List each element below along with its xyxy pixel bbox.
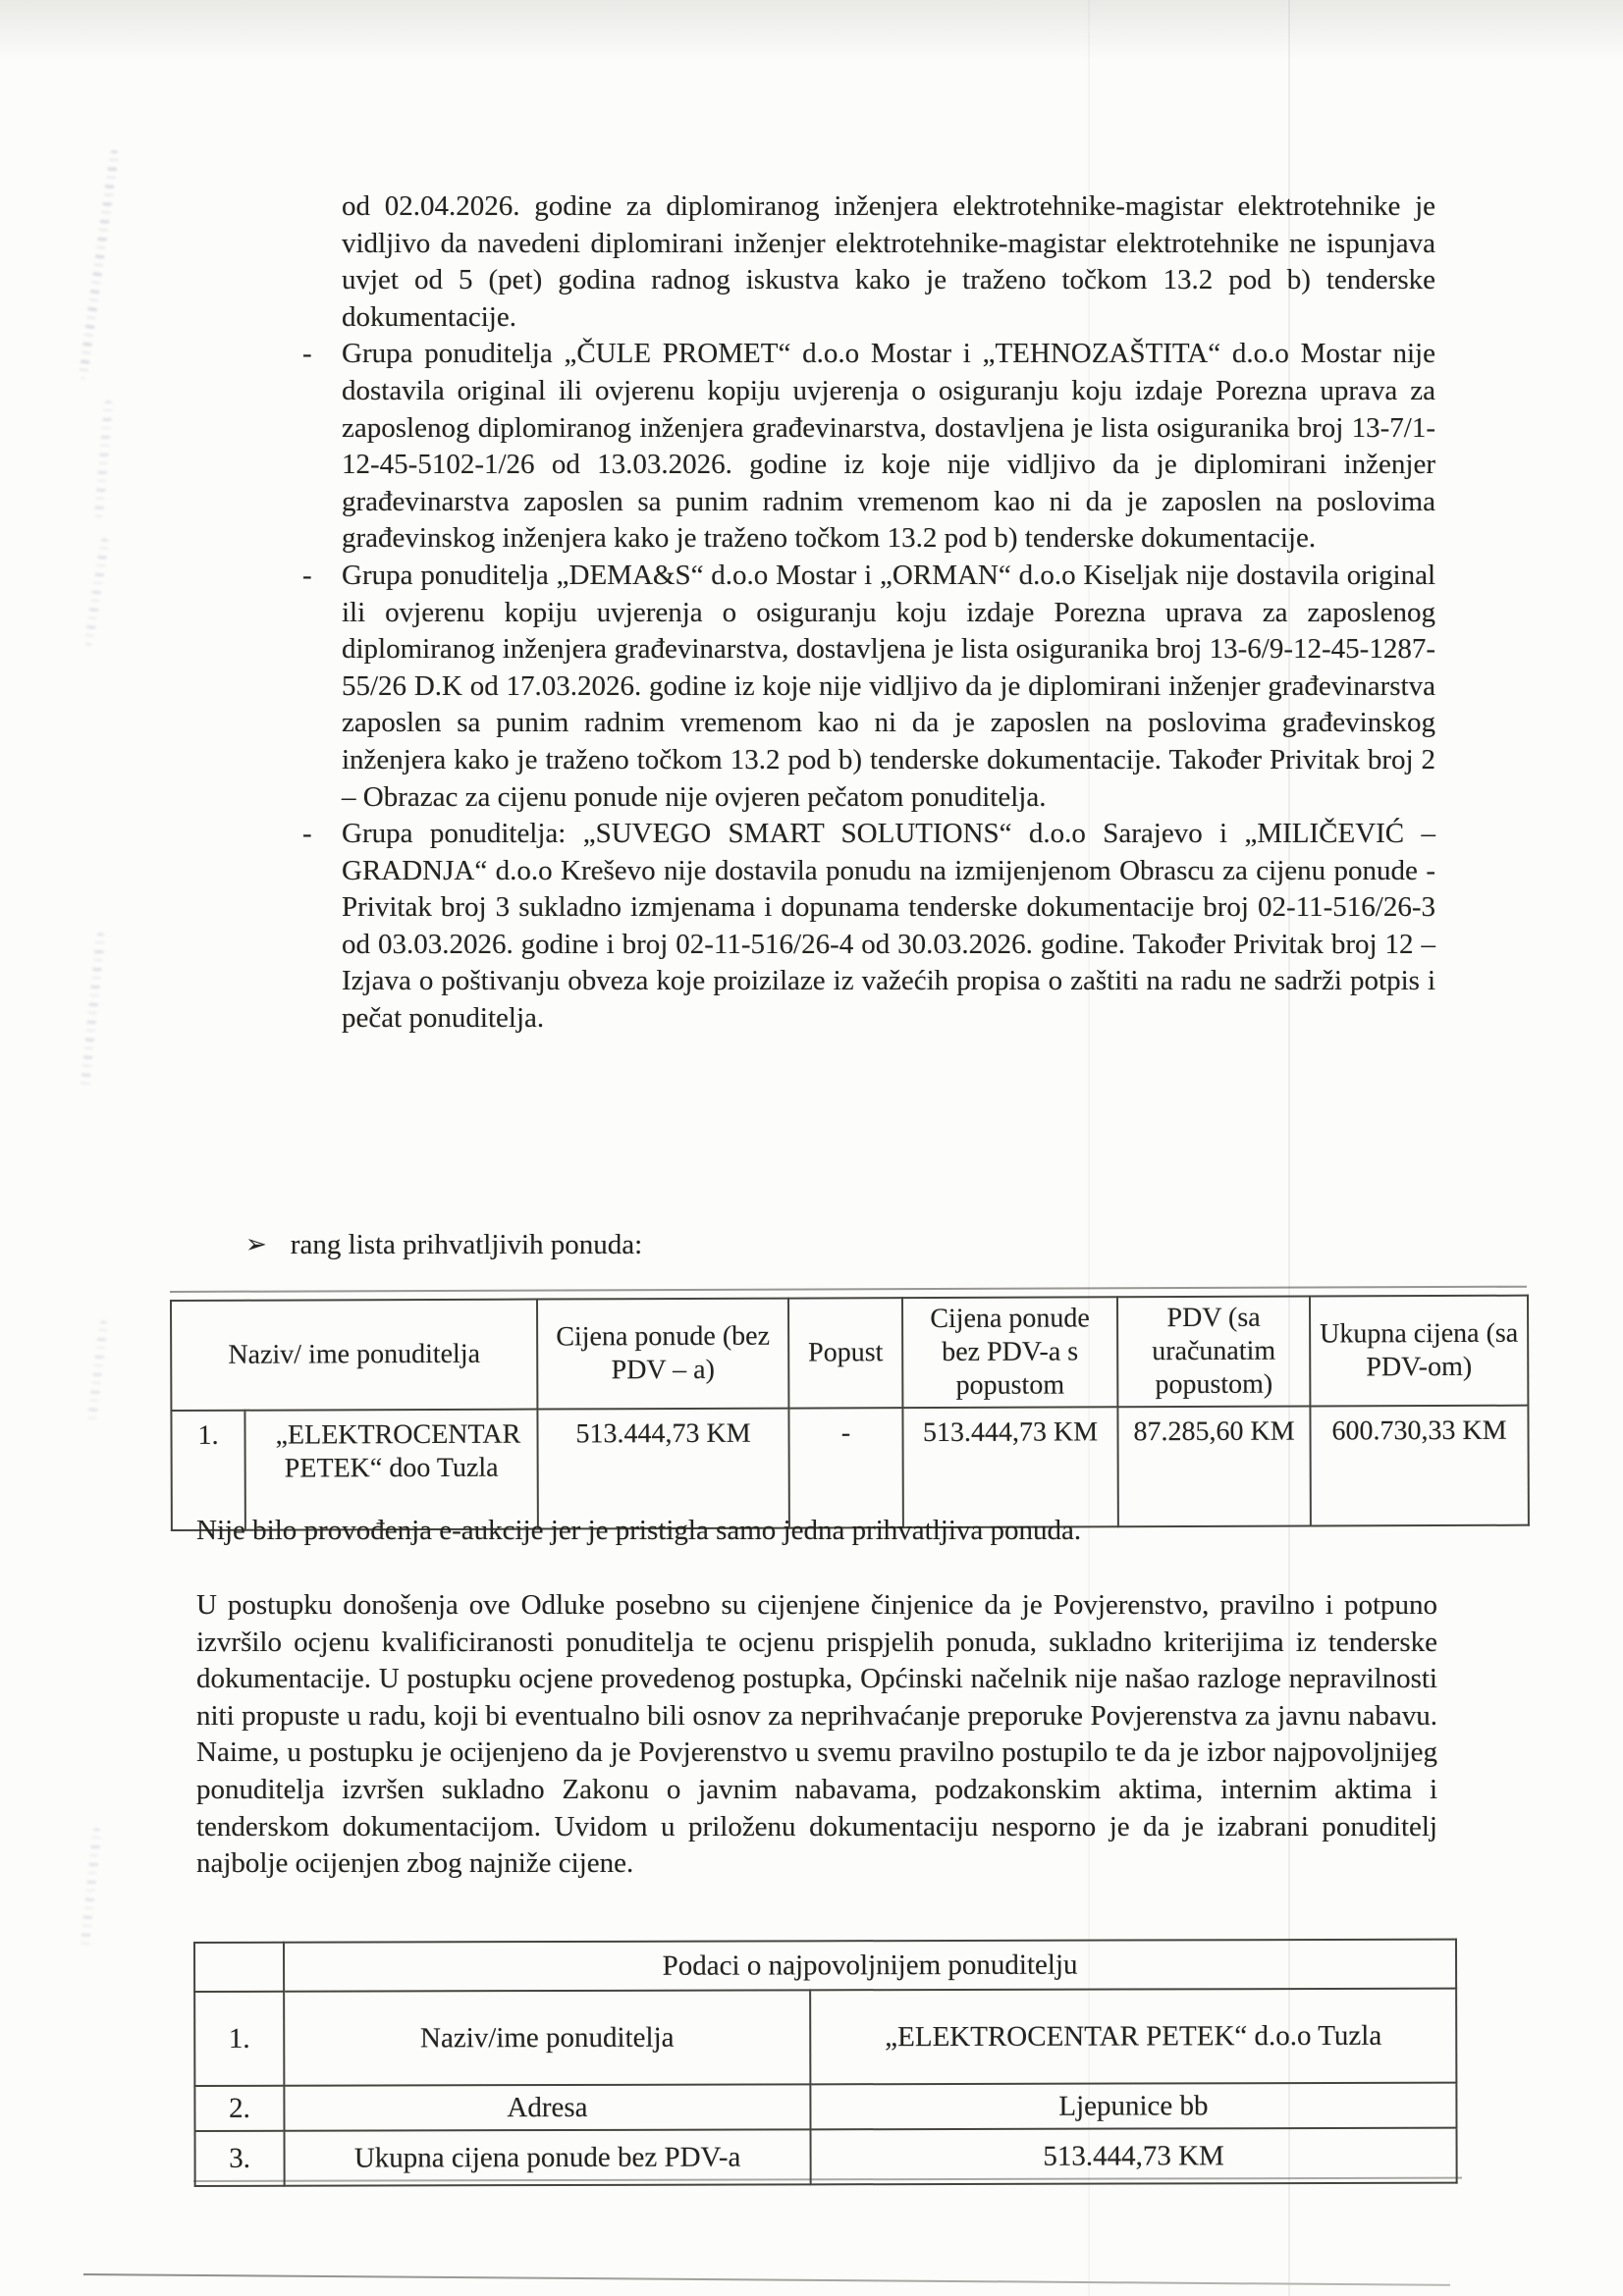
margin-smudge xyxy=(79,150,120,380)
list-item-text: Grupa ponuditelja „DEMA&S“ d.o.o Mostar i „ORMAN“ d.o.o Kiseljak nije dostavila original ili ovjerenu kopiju uvjerenja o osiguranju koju izdaje Porezna uprava za zaposlenog diplomiranog inženjera građevinarstva, dostavljena je lista osiguranika broj 13-6/9-12-45-1287-55/26 D.K od 17.03.2026. godine iz koje nije vidljivo da je diplomirani inženjer građevinarstva zaposlen sa punim radnim vremenom kao ni da je zaposlen na poslovima građevinskog inženjera kako je traženo točkom 13.2 pod b) tenderske dokumentacije. Također Privitak broj 2 – Obrazac za cijenu ponude nije ovjeren pečatom ponuditelja. xyxy=(342,559,1435,813)
table-header-row xyxy=(171,1296,1528,1411)
cell-vat: 87.285,60 KM xyxy=(1117,1407,1310,1527)
rang-lista-heading xyxy=(245,1227,642,1265)
table-row-rank-1 xyxy=(171,1406,1528,1530)
cell-row-number: 1. xyxy=(194,1992,284,2086)
rang-lista-label: rang lista prihvatljivih ponuda: xyxy=(290,1229,643,1260)
list-item-cule-promet xyxy=(295,336,1435,558)
best-bidder-row-address xyxy=(194,2083,1456,2131)
cell-row-label: Naziv/ime ponuditelja xyxy=(284,1990,810,2085)
dash-marker: - xyxy=(302,559,312,591)
best-bidder-table-title: Podaci o najpovoljnijem ponuditelju xyxy=(284,1940,1456,1992)
margin-smudge xyxy=(83,538,109,646)
arrowhead-bullet-icon: ➢ xyxy=(245,1230,267,1259)
cell-discount: - xyxy=(788,1408,902,1527)
best-bidder-row-name xyxy=(194,1989,1456,2086)
cell-price-no-vat: 513.444,73 KM xyxy=(537,1409,788,1529)
bottom-scan-line xyxy=(83,2273,1450,2286)
cell-bidder-name: „ELEKTROCENTAR PETEK“ doo Tuzla xyxy=(244,1410,537,1530)
best-bidder-title-row xyxy=(194,1940,1456,1992)
intro-paragraph: od 02.04.2026. godine za diplomiranog inženjera elektrotehnike-magistar elektrotehnike je vidljivo da navedeni diplomirani inženjer elektrotehnike-magistar elektrotehnike ne ispunjava uvjet od 5 (pet) godina radnog iskustva kako je traženo točkom 13.2 pod b) tenderske dokumentacije. xyxy=(342,190,1435,333)
cell-row-value: „ELEKTROCENTAR PETEK“ d.o.o Tuzla xyxy=(810,1989,1456,2085)
scan-top-shading xyxy=(0,0,1623,61)
offers-ranking-table-wrapper xyxy=(170,1295,1528,1531)
margin-smudge xyxy=(94,400,113,518)
cell-price-no-vat-discount: 513.444,73 KM xyxy=(902,1407,1117,1527)
cell-row-label: Ukupna cijena ponude bez PDV-a xyxy=(285,2129,811,2185)
cell-row-value: 513.444,73 KM xyxy=(811,2128,1457,2185)
best-bidder-table xyxy=(193,1939,1458,2187)
cell-empty-corner xyxy=(194,1943,284,1992)
best-bidder-table-wrapper xyxy=(193,1939,1456,2187)
cell-rank-number: 1. xyxy=(171,1411,244,1530)
list-item-text: Grupa ponuditelja „ČULE PROMET“ d.o.o Mostar i „TEHNOZAŠTITA“ d.o.o Mostar nije dostavila original ili ovjerenu kopiju uvjerenja o osiguranju koju izdaje Porezna uprava za zaposlenog diplomiranog inženjera građevinarstva, dostavljena je lista osiguranika broj 13-7/1-12-45-5102-1/26 od 13.03.2026. godine iz koje nije vidljivo da je diplomirani inženjer građevinarstva zaposlen sa punim radnim vremenom kao ni da je zaposlen na poslovima građevinskog inženjera kako je traženo točkom 13.2 pod b) tenderske dokumentacije. xyxy=(342,338,1435,555)
assessment-paragraph: U postupku donošenja ove Odluke posebno su cijenjene činjenice da je Povjerenstvo, pravilno i potpuno izvršilo ocjenu kvalificiranosti ponuditelja te ocjenu prispjelih ponuda, sukladno kriterijima iz tenderske dokumentacije. U postupku ocjene provedenog postupka, Općinski načelnik nije našao razloge nepravilnosti niti propuste u radu, koji bi eventualno bili osnov za neprihvaćanje preporuke Povjerenstva za javnu nabavu. Naime, u postupku je ocijenjeno da je Povjerenstvo u svemu pravilno postupilo te da je izbor najpovoljnijeg ponuditelja izvršen sukladno Zakonu o javnim nabavama, podzakonskim aktima, internim aktima i tenderskom dokumentacijom. Uvidom u priloženu dokumentaciju nesporno je da je izabrani ponuditelj najbolje ocijenjen zbog najniže cijene. xyxy=(196,1589,1437,1880)
header-cell-price-no-vat: Cijena ponude (bez PDV – a) xyxy=(537,1299,788,1410)
cell-row-number: 2. xyxy=(194,2086,284,2131)
body-text-block xyxy=(295,188,1435,1038)
margin-smudge xyxy=(81,933,106,1090)
dash-marker: - xyxy=(302,818,312,850)
cell-row-value: Ljepunice bb xyxy=(810,2083,1456,2130)
auction-note-paragraph: Nije bilo provođenja e-aukcije jer je pristigla samo jedna prihvatljiva ponuda. xyxy=(196,1515,1082,1546)
rejection-list xyxy=(295,336,1435,1037)
header-cell-discount: Popust xyxy=(788,1298,902,1408)
table-top-scan-rule xyxy=(170,1286,1527,1293)
header-cell-vat: PDV (sa uračunatim popustom) xyxy=(1117,1297,1310,1408)
cell-row-number: 3. xyxy=(195,2131,285,2186)
cell-total: 600.730,33 KM xyxy=(1310,1406,1528,1526)
margin-smudge xyxy=(80,1828,101,1950)
header-cell-price-no-vat-discount: Cijena ponude bez PDV-a s popustom xyxy=(902,1297,1117,1408)
list-item-suvego xyxy=(295,816,1435,1038)
margin-smudge xyxy=(87,1320,109,1423)
offers-ranking-table xyxy=(170,1295,1530,1531)
header-cell-total: Ukupna cijena (sa PDV-om) xyxy=(1310,1296,1528,1407)
list-item-dema-s xyxy=(295,558,1435,816)
list-item-text: Grupa ponuditelja: „SUVEGO SMART SOLUTIONS“ d.o.o Sarajevo i „MILIČEVIĆ – GRADNJA“ d.o.o Kreševo nije dostavila ponudu na izmijenjenom Obrascu za cijenu ponude - Privitak broj 3 sukladno izmjenama i dopunama tenderske dokumentacije broj 02-11-516/26-3 od 03.03.2026. godine i broj 02-11-516/26-4 od 30.03.2026. godine. Također Privitak broj 12 – Izjava o poštivanju obveza koje proizilaze iz važećih propisa o zaštiti na radu ne sadrži potpis i pečat ponuditelja. xyxy=(342,818,1435,1035)
header-cell-bidder-name: Naziv/ ime ponuditelja xyxy=(171,1300,537,1411)
cell-row-label: Adresa xyxy=(284,2084,810,2130)
dash-marker: - xyxy=(302,338,312,370)
